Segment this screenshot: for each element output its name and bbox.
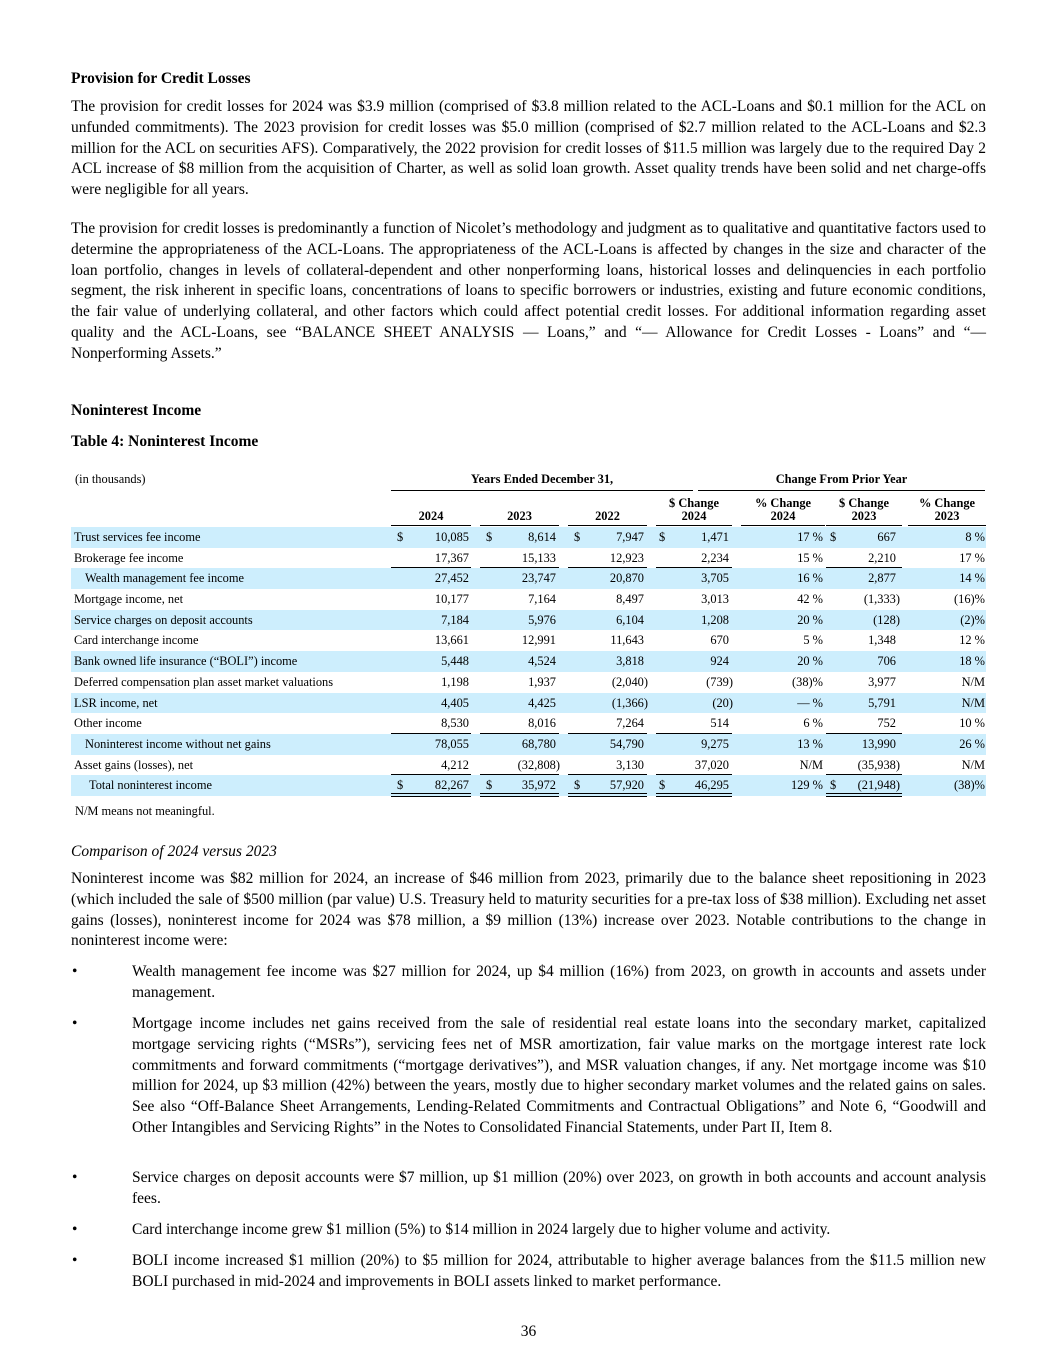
row-value: 16 % (797, 571, 823, 586)
table-row (71, 527, 986, 548)
currency-symbol: $ (659, 530, 666, 544)
units-label: (in thousands) (75, 472, 146, 486)
row-value: 514 (710, 716, 729, 731)
column-header-rule (826, 525, 902, 526)
table-row (71, 589, 986, 610)
row-value: (35,938) (857, 757, 900, 772)
column-header: $ Change 2024 (669, 496, 719, 523)
row-label: Total noninterest income (89, 778, 213, 793)
comparison-paragraph: Noninterest income was $82 million for 2024, an increase of $46 million from 2023, primarily due to the balance sheet repositioning in 2023 (which included the sale of $500 million (par value) U.S. Treasury held to maturity securities for a pre-tax loss of $38 million). Excluding net asset gains (losses), noninterest income for 2024 was $78 million, a $9 million (13%) increase over 2023. Notable contributions to the change in noninterest income were: (71, 870, 986, 950)
row-value: 10 % (959, 716, 985, 731)
row-value: N/M (799, 757, 823, 772)
row-value: 10,177 (434, 592, 469, 607)
row-value: 42 % (797, 592, 823, 607)
row-value: (2,040) (611, 674, 648, 689)
currency-symbol: $ (830, 778, 837, 793)
column-header: 2024 (418, 509, 444, 523)
row-value: (16)% (954, 592, 985, 607)
total-double-rule (391, 793, 471, 797)
row-value: 1,208 (701, 612, 729, 627)
column-header: % Change 2023 (918, 496, 976, 523)
row-value: 752 (877, 716, 896, 731)
row-value: 129 % (790, 778, 823, 793)
noninterest-heading: Noninterest Income (71, 402, 202, 419)
row-value: 11,643 (610, 633, 644, 648)
row-value: 10,085 (434, 530, 469, 544)
row-value: 27,452 (434, 571, 469, 586)
row-label: Asset gains (losses), net (74, 757, 194, 772)
provision-paragraph-1: The provision for credit losses for 2024 was $3.9 million (comprised of $3.8 million related to the ACL-Loans and $0.1 million for the ACL on unfunded commitments). The 2023 provision for credit losses was $5.0 million (comprised of $2.7 million related to the ACL-Loans and $2.3 million for the ACL on securities AFS). Comparatively, the 2022 provision for credit losses of $11.5 million was largely due to the required Day 2 ACL increase of $8 million from the acquisition of Charter, as well as solid loan growth. Asset quality trends have been solid and net charge-offs were negligible for all years. (71, 98, 986, 199)
group-header-years: Years Ended December 31, (470, 472, 614, 486)
currency-symbol: $ (659, 778, 666, 793)
row-value: N/M (961, 695, 985, 710)
row-value: (1,333) (863, 592, 900, 607)
row-value: 15,133 (521, 550, 556, 565)
row-value: 17,367 (434, 550, 469, 565)
row-label: Other income (74, 716, 142, 731)
table-note: N/M means not meaningful. (75, 804, 215, 818)
table-title: Table 4: Noninterest Income (71, 433, 259, 450)
row-value: 6 % (803, 716, 823, 731)
row-value: 68,780 (521, 736, 556, 751)
provision-paragraph-2: The provision for credit losses is predominantly a function of Nicolet’s methodology and judgment as to qualitative and quantitative factors used to determine the appropriateness of the ACL-Loans. The appropriateness of the ACL-Loans is affected by changes in the size and character of the loan portfolio, changes in levels of collateral-dependent and other nonperforming loans, historical losses and delinquencies in each portfolio segment, the risk inherent in specific loans, concentrations of loans to specific borrowers or industries, existing and future economic conditions, the fair value of underlying collateral, and other factors which could affect potential credit losses. For additional information regarding asset quality and the ACL-Loans, see “BALANCE SHEET ANALYSIS — Loans,” and “— Allowance for Credit Losses - Loans” and “—Nonperforming Assets.” (71, 220, 986, 362)
row-value: 17 % (797, 530, 823, 544)
row-label: Service charges on deposit accounts (74, 612, 253, 627)
row-value: (128) (873, 612, 900, 627)
column-header-rule (656, 525, 732, 526)
row-value: 26 % (959, 736, 985, 751)
currency-symbol: $ (397, 778, 404, 793)
total-double-rule (568, 793, 647, 797)
row-value: 3,013 (701, 592, 729, 607)
total-double-rule (480, 793, 559, 797)
row-value: (739) (706, 674, 733, 689)
row-value: 3,705 (701, 571, 729, 586)
row-value: 8 % (965, 530, 985, 544)
row-value: 37,020 (694, 757, 729, 772)
column-header: % Change 2024 (754, 496, 812, 523)
row-value: 2,877 (868, 571, 896, 586)
currency-symbol: $ (574, 530, 581, 544)
row-value: 13 % (797, 736, 823, 751)
row-value: 4,212 (441, 757, 469, 772)
row-value: 3,130 (616, 757, 644, 772)
row-value: 924 (710, 654, 729, 669)
column-header: $ Change 2023 (839, 496, 889, 523)
row-label: Trust services fee income (74, 530, 201, 544)
row-value: 54,790 (609, 736, 644, 751)
row-value: 13,661 (434, 633, 469, 648)
row-value: (38)% (792, 674, 823, 689)
row-value: 2,234 (701, 550, 729, 565)
row-value: 5,976 (528, 612, 556, 627)
column-header-rule (741, 525, 825, 526)
row-value: (1,366) (611, 695, 648, 710)
table-row (71, 610, 986, 631)
row-value: 4,524 (528, 654, 556, 669)
row-label: Bank owned life insurance (“BOLI”) income (74, 654, 298, 669)
row-label: Brokerage fee income (74, 550, 184, 565)
row-value: (2)% (960, 612, 985, 627)
row-value: 35,972 (521, 778, 556, 793)
row-value: 3,977 (868, 674, 896, 689)
column-header: 2023 (507, 509, 532, 523)
total-double-rule (826, 793, 902, 797)
row-value: (20) (712, 695, 733, 710)
row-label: Mortgage income, net (74, 592, 184, 607)
row-value: N/M (961, 757, 985, 772)
row-value: 1,471 (701, 530, 729, 544)
column-header-rule (568, 525, 647, 526)
table-row (71, 713, 986, 734)
comparison-heading: Comparison of 2024 versus 2023 (71, 843, 277, 860)
row-value: 20 % (797, 654, 823, 669)
row-value: (21,948) (857, 778, 900, 793)
currency-symbol: $ (486, 778, 493, 793)
table-row (71, 672, 986, 693)
table-row (71, 693, 986, 714)
row-value: 7,947 (616, 530, 644, 544)
bullet-text: Service charges on deposit accounts were $7 million, up $1 million (20%) over 2023, on growth in both accounts and account analysis fees. (132, 1169, 986, 1207)
total-double-rule (656, 793, 732, 797)
row-value: 670 (710, 633, 729, 648)
row-label: LSR income, net (74, 695, 158, 710)
row-value: 4,425 (528, 695, 556, 710)
row-value: 13,990 (861, 736, 896, 751)
row-value: 20,870 (609, 571, 644, 586)
row-value: 7,164 (528, 592, 556, 607)
group-rule-years (391, 490, 693, 491)
table-row (71, 568, 986, 589)
row-value: 46,295 (694, 778, 729, 793)
bullet-text: Mortgage income includes net gains received from the sale of residential real estate loans into the secondary market, capitalized mortgage servicing rights (“MSRs”), servicing fees net of MSR amortization, fair value marks on the mortgage interest rate lock commitments and forward commitments (“mortgage derivatives”), and MSR valuation changes, if any. Net mortgage income was $10 million for 2024, up $3 million (42%) between the years, mostly due to higher secondary market volumes and the related gains on sales. See also “Off-Balance Sheet Arrangements, Lending-Related Commitments and Contractual Obligations” and Note 6, “Goodwill and Other Intangibles and Servicing Rights” in the Notes to Consolidated Financial Statements, under Part II, Item 8. (132, 1015, 986, 1136)
table-row (71, 651, 986, 672)
table-row (71, 775, 986, 796)
column-header-rule (908, 525, 986, 526)
row-value: 6,104 (616, 612, 644, 627)
row-label: Wealth management fee income (85, 571, 244, 586)
row-value: 12 % (959, 633, 985, 648)
page-number: 36 (520, 1323, 537, 1340)
row-value: 17 % (959, 550, 985, 565)
bullet-icon: • (72, 1252, 78, 1269)
row-value: 5,448 (441, 654, 469, 669)
row-label: Card interchange income (74, 633, 199, 648)
table-row (71, 630, 986, 651)
currency-symbol: $ (830, 530, 837, 544)
row-value: 8,497 (616, 592, 644, 607)
row-value: 9,275 (701, 736, 729, 751)
column-header-rule (480, 525, 559, 526)
row-value: 57,920 (609, 778, 644, 793)
bullet-text: Card interchange income grew $1 million (5%) to $14 million in 2024 largely due to higher volume and activity. (132, 1221, 831, 1238)
row-label: Noninterest income without net gains (85, 736, 271, 751)
bullet-text: Wealth management fee income was $27 million for 2024, up $4 million (16%) from 2023, on growth in accounts and assets under management. (132, 963, 986, 1001)
bullet-text: BOLI income increased $1 million (20%) to $5 million for 2024, attributable to higher average balances from the $11.5 million new BOLI purchased in mid-2024 and improvements in BOLI assets linked to market performance. (132, 1252, 986, 1290)
row-value: 5,791 (868, 695, 896, 710)
row-value: 4,405 (441, 695, 469, 710)
bullet-icon: • (72, 963, 78, 980)
column-headers (71, 495, 986, 525)
table-body (71, 527, 986, 796)
currency-symbol: $ (574, 778, 581, 793)
column-header: 2022 (595, 509, 620, 523)
row-value: (32,808) (517, 757, 560, 772)
row-label: Deferred compensation plan asset market valuations (74, 674, 334, 689)
row-value: 18 % (959, 654, 985, 669)
bullet-icon: • (72, 1221, 78, 1238)
row-value: 1,348 (868, 633, 896, 648)
row-value: 1,198 (441, 674, 469, 689)
row-value: 20 % (797, 612, 823, 627)
row-value: 8,614 (528, 530, 556, 544)
provision-heading: Provision for Credit Losses (71, 70, 251, 87)
row-value: 5 % (803, 633, 823, 648)
row-value: 2,210 (868, 550, 896, 565)
row-value: — % (797, 695, 823, 710)
row-value: 7,184 (441, 612, 469, 627)
bullet-icon: • (72, 1169, 78, 1186)
currency-symbol: $ (397, 530, 404, 544)
group-header-change: Change From Prior Year (775, 472, 908, 486)
group-rule-change (698, 490, 985, 491)
row-value: 14 % (959, 571, 985, 586)
row-value: 12,923 (609, 550, 644, 565)
row-value: 8,530 (441, 716, 469, 731)
row-value: 706 (877, 654, 896, 669)
row-value: 23,747 (521, 571, 556, 586)
row-value: 82,267 (434, 778, 469, 793)
row-value: N/M (961, 674, 985, 689)
table-row (71, 755, 986, 776)
table-row (71, 548, 986, 569)
row-value: (38)% (954, 778, 985, 793)
bullet-icon: • (72, 1015, 78, 1032)
row-value: 8,016 (528, 716, 556, 731)
row-value: 667 (877, 530, 896, 544)
row-value: 1,937 (528, 674, 556, 689)
table-row (71, 734, 986, 755)
row-value: 7,264 (616, 716, 644, 731)
noninterest-income-table (71, 470, 986, 818)
column-header-rule (391, 525, 471, 526)
currency-symbol: $ (486, 530, 493, 544)
row-value: 15 % (797, 550, 823, 565)
row-value: 12,991 (521, 633, 556, 648)
row-value: 78,055 (434, 736, 469, 751)
row-value: 3,818 (616, 654, 644, 669)
